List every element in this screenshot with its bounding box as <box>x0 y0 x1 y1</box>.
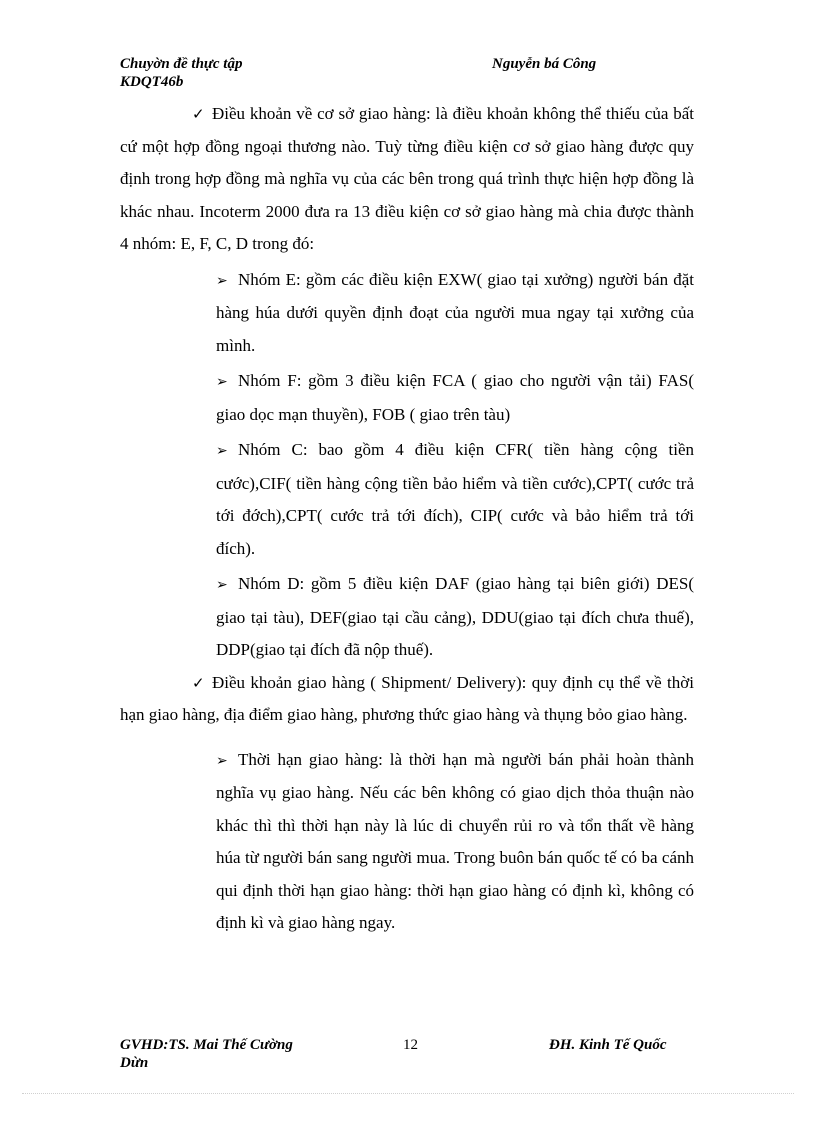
list-item: ➢ Nhóm D: gồm 5 điều kiện DAF (giao hàng tại biên giới) DES( giao tại tàu), DEF(giao tại cầu cảng), DDU(giao tại đích chưa thuế), DDP(giao tại đích đã nộp thuế). <box>216 568 694 667</box>
list-item: ➢ Thời hạn giao hàng: là thời hạn mà người bán phải hoàn thành nghĩa vụ giao hàng. Nếu các bên không có giao dịch thỏa thuận nào khác thì thì thời hạn này là lúc di chuyển rủi ro và tổn thất về hàng húa từ người bán sang người mua. Trong buôn bán quốc tế có ba cánh qui định thời hạn giao hàng: thời hạn giao hàng có định kì, không có định kì và giao hàng ngay. <box>216 744 694 940</box>
header-left <box>120 55 242 91</box>
list-item: ➢ Nhóm C: bao gồm 4 điều kiện CFR( tiền hàng cộng tiền cước),CIF( tiền hàng cộng tiền bảo hiểm và tiền cước),CPT( cước trả tới đớch),CPT( cước trả tới đích), CIP( cước và bảo hiểm trả tới đích). <box>216 434 694 565</box>
arrow-bullet-icon: ➢ <box>216 272 228 289</box>
footer-university: ĐH. Kinh Tế Quốc <box>549 1037 667 1053</box>
document-body <box>120 98 694 940</box>
page-number: 12 <box>403 1037 418 1053</box>
footer-left <box>120 1036 293 1072</box>
arrow-bullet-icon: ➢ <box>216 577 228 593</box>
list-item: ➢ Nhóm F: gồm 3 điều kiện FCA ( giao cho người vận tải) FAS( giao dọc mạn thuyền), FOB ( giao trên tàu) <box>216 365 694 431</box>
paragraph: ✓ Điều khoản giao hàng ( Shipment/ Delivery): quy định cụ thể về thời hạn giao hàng, địa điểm giao hàng, phương thức giao hàng và thụng bỏo giao hàng. <box>120 667 694 732</box>
footer-supervisor-cont: Dừn <box>120 1055 149 1071</box>
check-mark-icon: ✓ <box>192 105 205 123</box>
header-course: Chuyờn đề thực tập <box>120 56 243 72</box>
paragraph: ✓ Điều khoản về cơ sở giao hàng: là điều khoản không thể thiếu của bất cứ một hợp đồng ngoại thương nào. Tuỳ từng điều kiện cơ sở giao hàng được quy định trong hợp đồng mà nghĩa vụ của các bên trong quá trình thực hiện hợp đồng là khác nhau. Incoterm 2000 đưa ra 13 điều kiện cơ sở giao hàng mà chia được thành 4 nhóm: E, F, C, D trong đó: <box>120 98 694 261</box>
list-item: ➢ Nhóm E: gồm các điều kiện EXW( giao tại xưởng) người bán đặt hàng húa dưới quyền định đoạt của người mua ngay tại xưởng của mình. <box>216 264 694 363</box>
footer-supervisor: GVHD:TS. Mai Thế Cường <box>120 1037 293 1053</box>
arrow-bullet-icon: ➢ <box>216 374 228 390</box>
header-author: Nguyễn bá Công <box>492 56 597 72</box>
page-edge-divider <box>22 1093 794 1094</box>
arrow-bullet-icon: ➢ <box>216 443 228 459</box>
arrow-bullet-icon: ➢ <box>216 752 228 769</box>
header-class: KDQT46b <box>120 74 184 90</box>
check-mark-icon: ✓ <box>192 673 205 692</box>
